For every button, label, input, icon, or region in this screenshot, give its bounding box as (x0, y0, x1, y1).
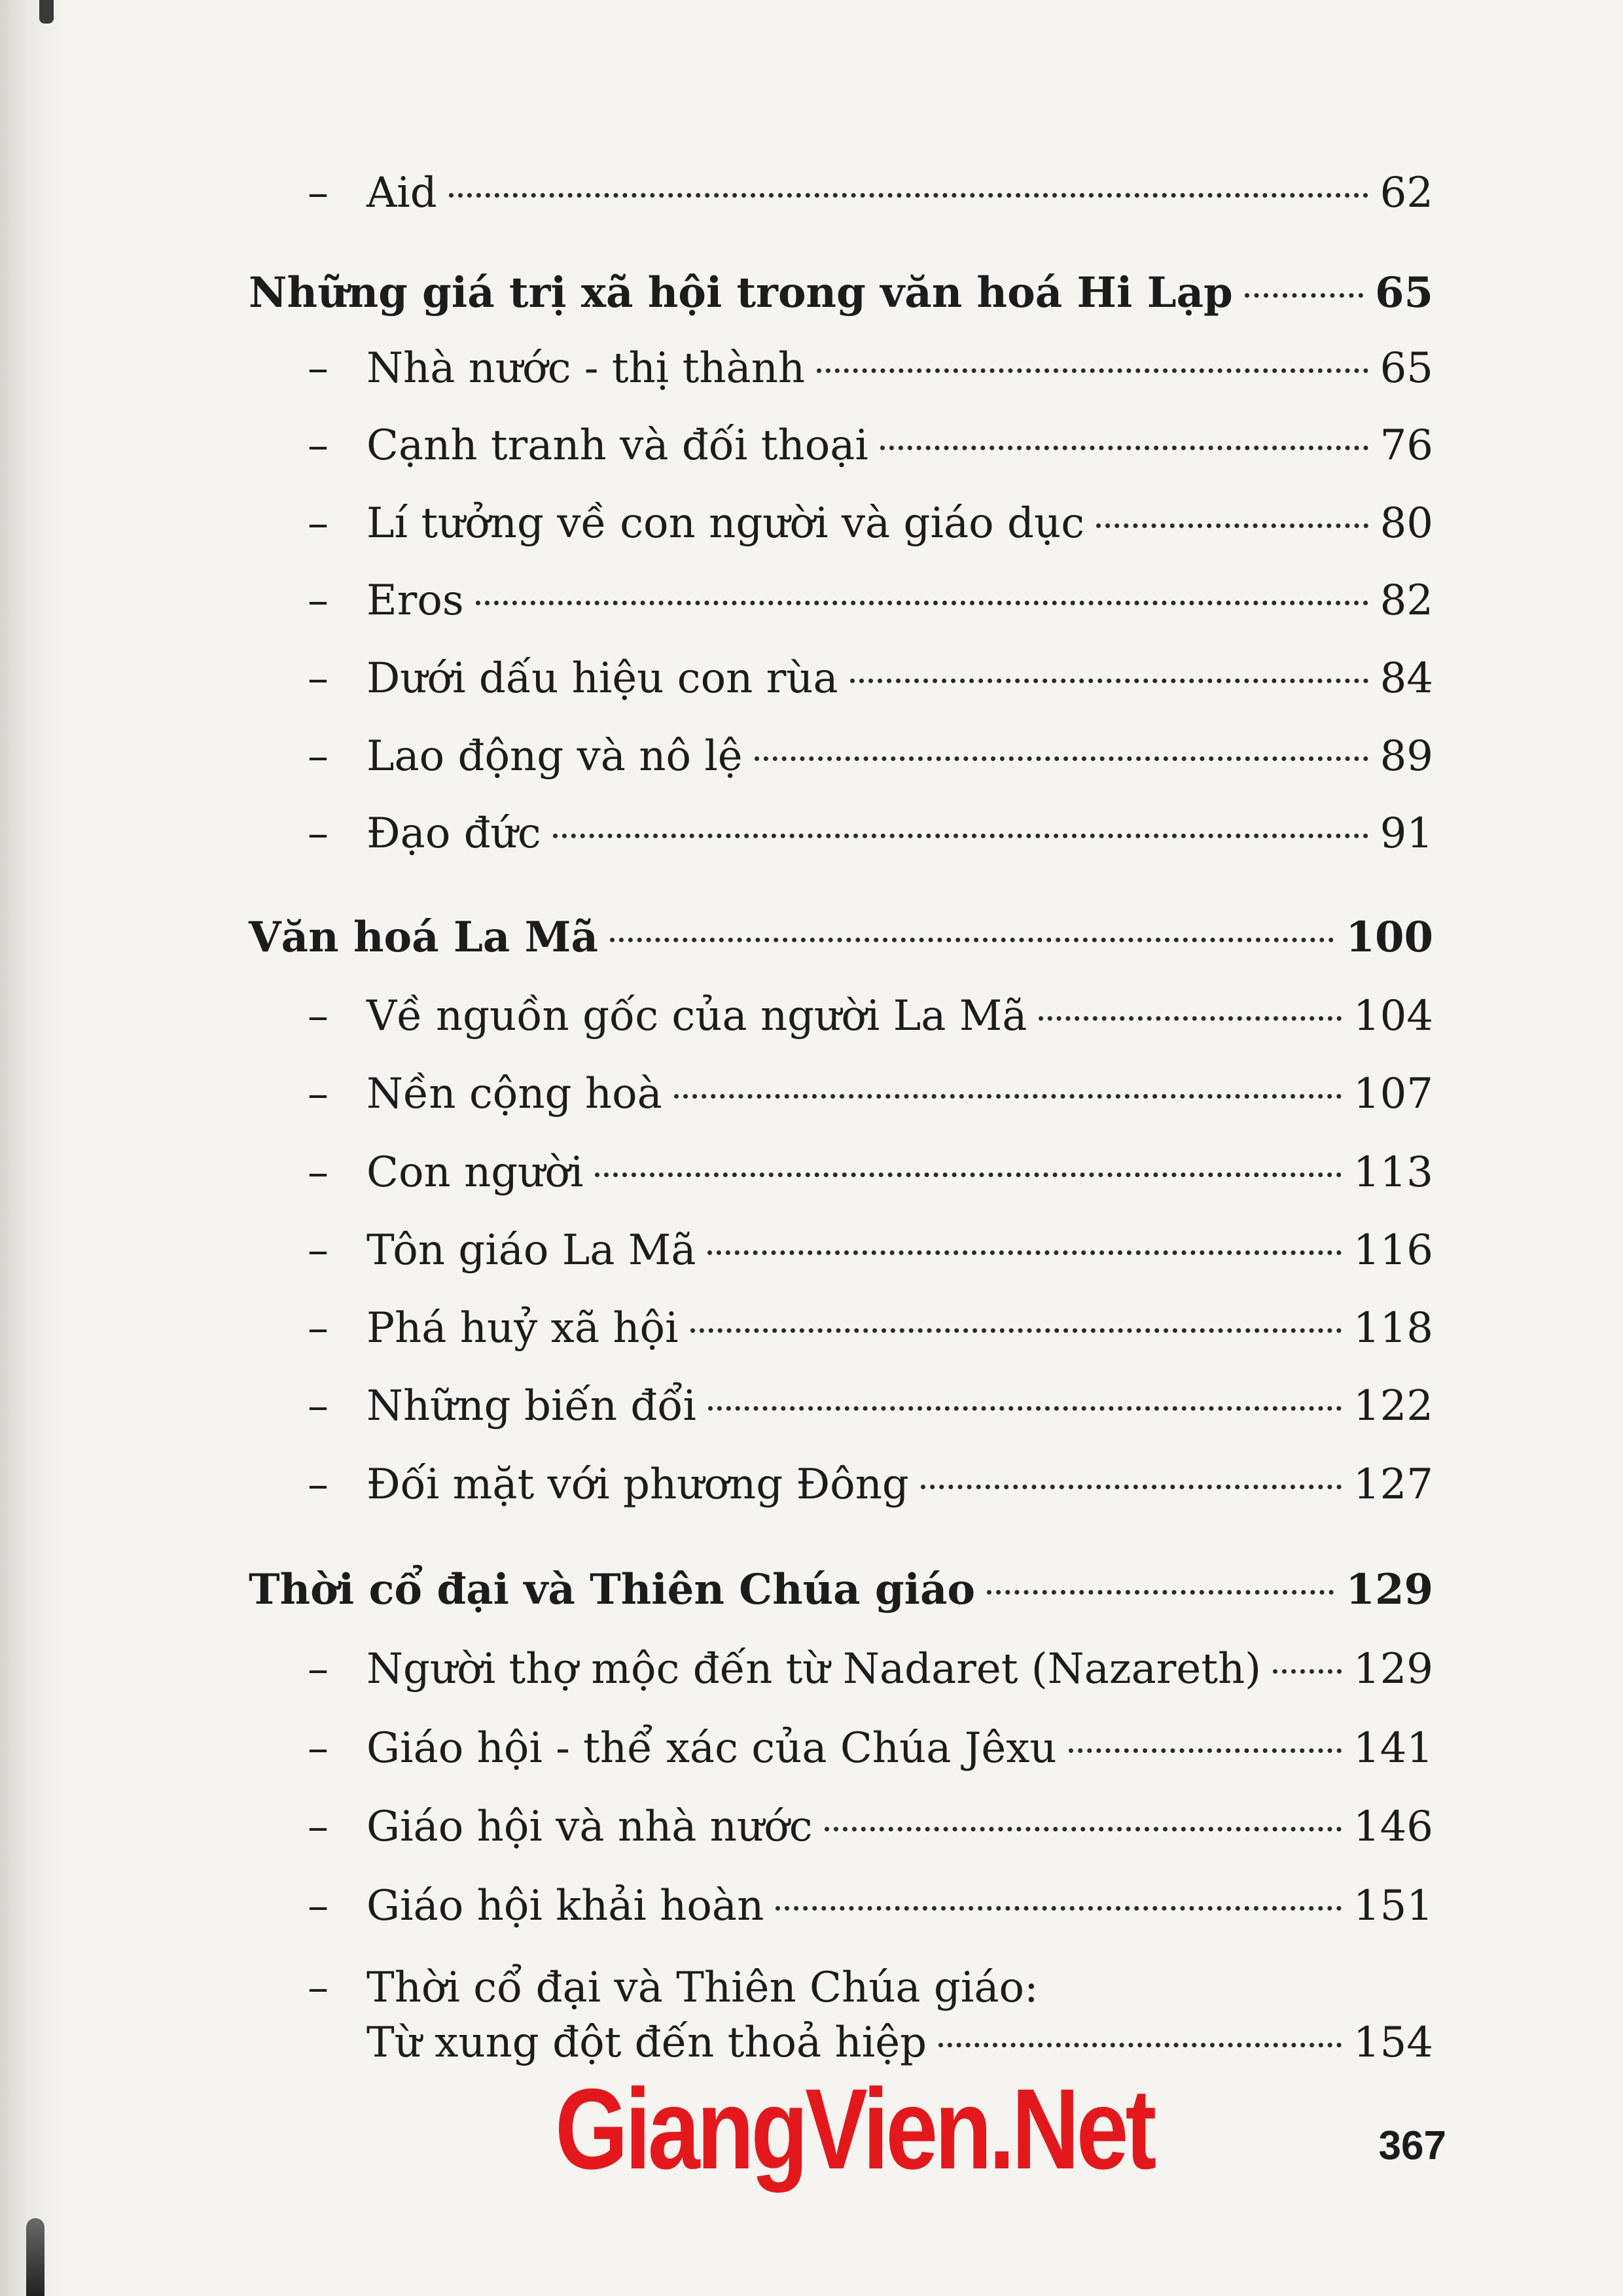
toc-page-number: 129 (1346, 1565, 1433, 1614)
toc-page-number: 82 (1380, 576, 1433, 625)
toc-dash: – (308, 732, 329, 781)
watermark-logo: GiangVien.Net (555, 2066, 1154, 2193)
toc-entry (308, 1455, 1433, 1514)
toc-page-number: 91 (1380, 809, 1433, 858)
toc-dash: – (308, 1148, 329, 1197)
toc-section-title: Văn hoá La Mã (249, 913, 598, 962)
toc-page-number: 154 (1353, 2019, 1433, 2067)
toc-entry-title: Cạnh tranh và đối thoại (366, 421, 868, 470)
toc-entry (308, 804, 1433, 863)
toc-page-number: 84 (1380, 654, 1433, 703)
toc-entry-title: Phá huỷ xã hội (366, 1304, 679, 1352)
toc-page-number: 122 (1353, 1382, 1433, 1430)
toc-page-number: 107 (1353, 1070, 1433, 1118)
toc-entry (308, 416, 1433, 475)
toc-entry (308, 494, 1433, 553)
toc-entry-title: Những biến đổi (366, 1382, 696, 1430)
dot-leader (690, 1328, 1342, 1333)
toc-entry (308, 1877, 1433, 1935)
dot-leader (707, 1250, 1341, 1255)
toc-page-number: 104 (1353, 992, 1433, 1040)
toc-dash: – (308, 1882, 329, 1930)
toc-entry-title: Nền cộng hoà (366, 1070, 662, 1118)
toc-entry (308, 1377, 1433, 1436)
dot-leader (755, 756, 1368, 761)
toc-entry-title: Giáo hội và nhà nước (366, 1803, 813, 1851)
toc-page-number: 151 (1353, 1882, 1433, 1930)
dot-leader (1245, 293, 1363, 298)
toc-dash: – (308, 169, 329, 217)
toc-section-heading (249, 1561, 1433, 1619)
toc-entry (308, 571, 1433, 630)
toc-dash: – (308, 1724, 329, 1773)
toc-entry (308, 1065, 1433, 1123)
toc-entry (308, 1640, 1433, 1699)
toc-section-heading (249, 908, 1433, 967)
toc-entry (308, 727, 1433, 786)
toc-page-number: 118 (1353, 1304, 1433, 1352)
toc-entry (308, 1719, 1433, 1778)
toc-entry-title: Từ xung đột đến thoả hiệp (366, 2019, 927, 2067)
toc-entry (308, 1221, 1433, 1280)
dot-leader (674, 1094, 1342, 1099)
toc-dash: – (308, 654, 329, 703)
toc-page-number: 113 (1353, 1148, 1433, 1197)
dot-leader (825, 1827, 1342, 1831)
dot-leader (817, 368, 1368, 373)
dot-leader (1069, 1748, 1342, 1753)
toc-entry-title: Con người (366, 1148, 584, 1197)
toc-dash: – (308, 809, 329, 858)
toc-dash: – (308, 1645, 329, 1693)
toc-dash: – (308, 499, 329, 548)
page-number: 367 (1378, 2123, 1446, 2168)
toc-dash: – (308, 344, 329, 393)
toc-entry-title: Đạo đức (366, 809, 541, 858)
dot-leader (610, 938, 1334, 942)
dot-leader (987, 1590, 1334, 1595)
dot-leader (1096, 523, 1368, 528)
toc-section-heading (249, 264, 1433, 323)
toc-dash: – (308, 421, 329, 470)
toc-entry (308, 1797, 1433, 1856)
toc-entry (308, 1299, 1433, 1358)
dot-leader (776, 1906, 1342, 1911)
toc-page-number: 76 (1380, 421, 1433, 470)
toc-dash: – (308, 992, 329, 1040)
toc-section-title: Thời cổ đại và Thiên Chúa giáo (249, 1565, 976, 1614)
toc-page-number: 65 (1374, 268, 1433, 317)
dot-leader (595, 1173, 1341, 1177)
dot-leader (880, 446, 1368, 450)
dot-leader (938, 2043, 1342, 2047)
toc-entry-title: Đối mặt với phương Đông (366, 1460, 909, 1509)
toc-entry-title: Giáo hội khải hoàn (366, 1882, 764, 1930)
dot-leader (921, 1485, 1342, 1489)
toc-entry (308, 649, 1433, 708)
toc-entry (308, 339, 1433, 398)
toc-entry-title: Giáo hội - thể xác của Chúa Jêxu (366, 1724, 1057, 1773)
toc-entry-title: Dưới dấu hiệu con rùa (366, 654, 838, 703)
toc-entry-title: Thời cổ đại và Thiên Chúa giáo: (366, 1964, 1039, 2012)
toc-page-number: 62 (1380, 169, 1433, 217)
dot-leader (1039, 1016, 1341, 1021)
toc-entry-title: Lao động và nô lệ (366, 732, 743, 781)
toc-entry-title: Eros (366, 576, 464, 625)
dot-leader (449, 193, 1368, 198)
toc-entry-continuation (308, 2013, 1433, 2072)
toc-entry-title: Về nguồn gốc của người La Mã (366, 992, 1027, 1040)
binding-shadow (26, 2218, 45, 2296)
toc-entry (308, 1958, 1433, 2017)
toc-dash: – (308, 1070, 329, 1118)
toc-entry-title: Lí tưởng về con người và giáo dục (366, 499, 1085, 548)
toc-dash: – (308, 576, 329, 625)
toc-entry (308, 987, 1433, 1046)
dot-leader (708, 1406, 1342, 1411)
toc-entry-title: Nhà nước - thị thành (366, 344, 806, 393)
dot-leader (850, 679, 1368, 683)
toc-page-number: 127 (1353, 1460, 1433, 1509)
toc-dash: – (308, 1803, 329, 1851)
dot-leader (553, 834, 1368, 838)
dot-leader (476, 601, 1368, 605)
toc-dash: – (308, 1304, 329, 1352)
toc-entry-title: Người thợ mộc đến từ Nadaret (Nazareth) (366, 1645, 1262, 1693)
dot-leader (1273, 1669, 1342, 1674)
toc-page-number: 100 (1346, 913, 1433, 962)
toc-page-number: 89 (1380, 732, 1433, 781)
toc-entry-title: Aid (366, 169, 437, 217)
toc-section-title: Những giá trị xã hội trong văn hoá Hi Lạp (249, 268, 1233, 317)
toc-page-number: 116 (1353, 1226, 1433, 1275)
toc-dash: – (308, 1382, 329, 1430)
toc-dash: – (308, 1226, 329, 1275)
toc-page-number: 129 (1353, 1645, 1433, 1693)
toc-page-number: 65 (1380, 344, 1433, 393)
toc-entry (308, 164, 1433, 222)
toc-entry-title: Tôn giáo La Mã (366, 1226, 696, 1275)
toc-page-number: 80 (1380, 499, 1433, 548)
toc-dash: – (308, 1964, 329, 2012)
toc-entry (308, 1143, 1433, 1202)
toc-page-number: 146 (1353, 1803, 1433, 1851)
toc-page-number: 141 (1353, 1724, 1433, 1773)
toc-dash: – (308, 1460, 329, 1509)
